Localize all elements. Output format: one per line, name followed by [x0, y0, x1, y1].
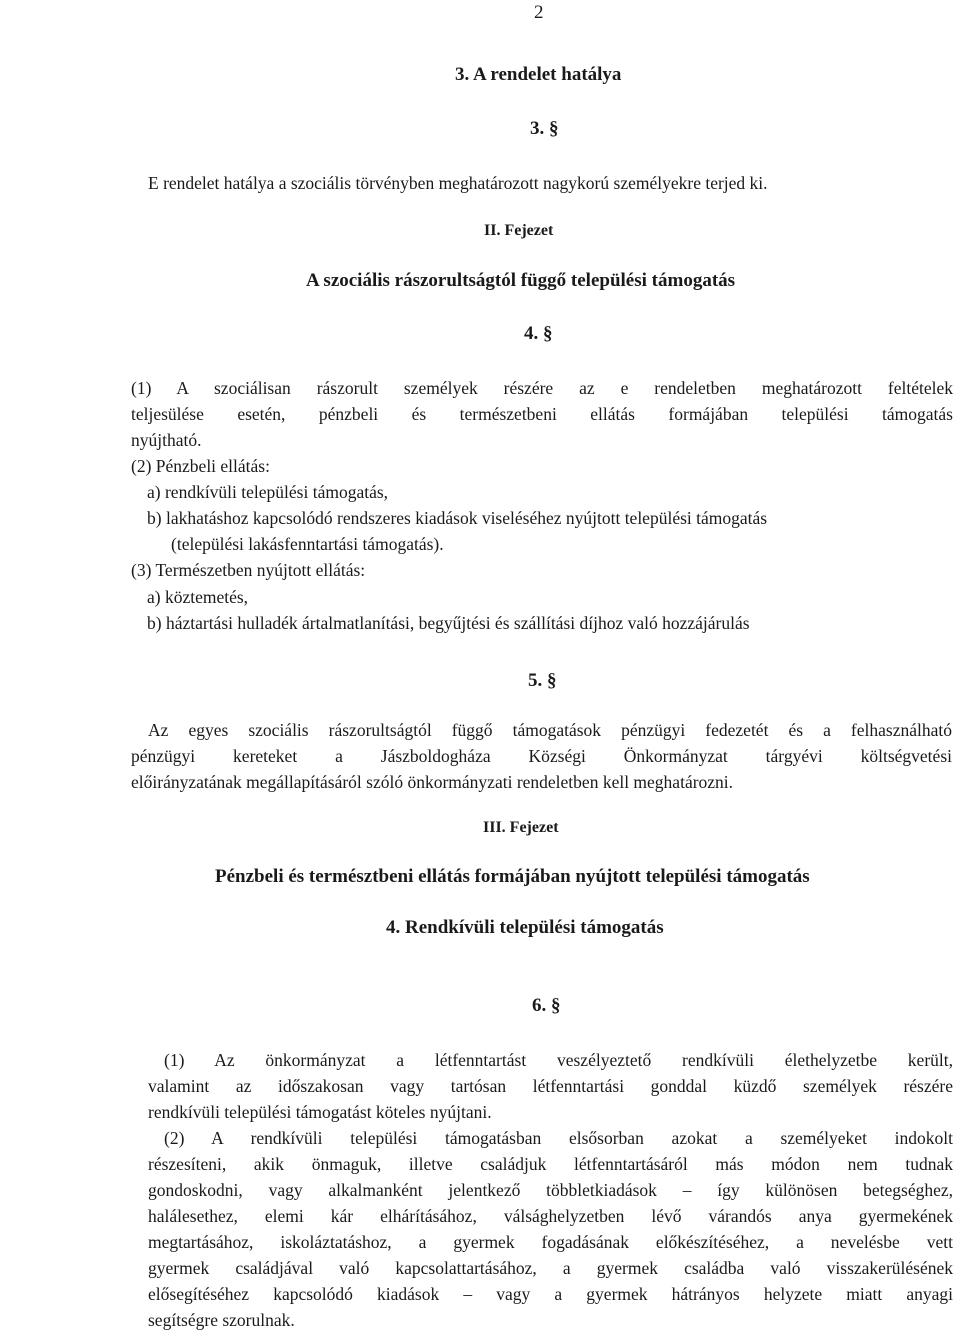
subsection-head: (3) Természetben nyújtott ellátás: — [131, 560, 366, 580]
paragraph-line: segítségre szorulnak. — [148, 1310, 295, 1330]
paragraph-line: megtartásához, iskoláztatáshoz, a gyermek fogadásának előkészítéséhez, a nevelésbe vett — [148, 1232, 953, 1252]
paragraph-number: 5. § — [528, 670, 557, 691]
paragraph-line: pénzügyi kereteket a Jászboldogháza Községi Önkormányzat tárgyévi költségvetési — [131, 746, 952, 766]
paragraph-line: (1) Az önkormányzat a létfenntartást veszélyeztető rendkívüli élethelyzetbe került, — [164, 1050, 953, 1070]
paragraph-line: teljesülése esetén, pénzbeli és természetbeni ellátás formájában települési támogatás — [131, 404, 953, 424]
list-item: a) köztemetés, — [147, 587, 249, 607]
chapter-label: II. Fejezet — [484, 222, 554, 239]
paragraph-number: 4. § — [524, 323, 553, 344]
paragraph-line: Az egyes szociális rászorultságtól függő támogatások pénzügyi fedezetét és a felhasználható — [148, 720, 952, 740]
chapter-title: Pénzbeli és természtbeni ellátás formájában nyújtott települési támogatás — [215, 866, 810, 887]
paragraph-line: valamint az időszakosan vagy tartósan létfenntartási gonddal küzdő személyek részére — [148, 1076, 953, 1096]
list-item: b) háztartási hulladék ártalmatlanítási, begyűjtési és szállítási díjhoz való hozzájárulás — [147, 613, 750, 633]
paragraph-number: 3. § — [530, 118, 559, 139]
paragraph-line: (2) A rendkívüli települési támogatásban elsősorban azokat a személyeket indokolt — [164, 1128, 953, 1148]
section-subtitle: 4. Rendkívüli települési támogatás — [386, 917, 664, 938]
paragraph-line: nyújtható. — [131, 430, 202, 450]
chapter-label: III. Fejezet — [483, 819, 559, 836]
paragraph-line: (1) A szociálisan rászorult személyek részére az e rendeletben meghatározott feltételek — [131, 378, 953, 398]
paragraph-line: gyermek családjával való kapcsolattartásához, a gyermek családba való visszakerülésének — [148, 1258, 953, 1278]
paragraph-line: halálesethez, elemi kár elhárításához, válsághelyzetben lévő várandós anya gyermekének — [148, 1206, 953, 1226]
list-item-cont: (települési lakásfenntartási támogatás). — [171, 534, 444, 554]
subsection-head: (2) Pénzbeli ellátás: — [131, 456, 270, 476]
list-item: a) rendkívüli települési támogatás, — [147, 482, 389, 502]
paragraph-text: E rendelet hatálya a szociális törvényben meghatározott nagykorú személyekre terjed ki. — [148, 173, 768, 193]
paragraph-line: gondoskodni, vagy alkalmanként jelentkező többletkiadások – így különösen betegséghez, — [148, 1180, 953, 1200]
chapter-title: A szociális rászorultságtól függő települési támogatás — [306, 270, 736, 291]
paragraph-line: rendkívüli települési támogatást köteles nyújtani. — [148, 1102, 492, 1122]
section-title: 3. A rendelet hatálya — [455, 64, 622, 85]
paragraph-line: elősegítéséhez kapcsolódó kiadások – vagy a gyermek hátrányos helyzete miatt anyagi — [148, 1284, 953, 1304]
list-item: b) lakhatáshoz kapcsolódó rendszeres kiadások viseléséhez nyújtott települési támogatás — [147, 508, 768, 528]
paragraph-line: részesíteni, akik önmaguk, illetve családjuk létfenntartásáról más módon nem tudnak — [148, 1154, 953, 1174]
page-number: 2 — [534, 2, 544, 23]
paragraph-line: előirányzatának megállapításáról szóló önkormányzati rendeletben kell meghatározni. — [131, 772, 734, 792]
paragraph-number: 6. § — [532, 995, 561, 1016]
